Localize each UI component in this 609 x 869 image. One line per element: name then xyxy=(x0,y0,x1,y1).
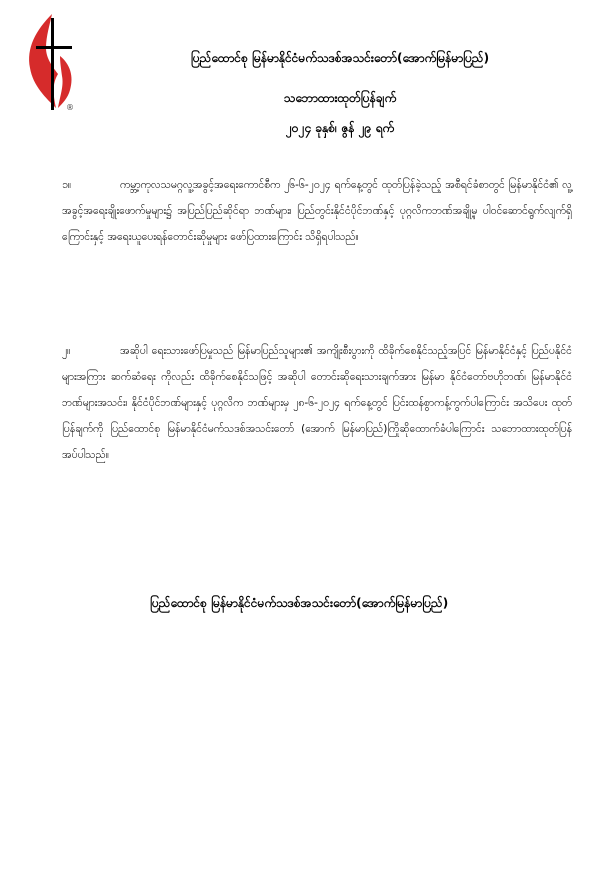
paragraph-number: ၂။ xyxy=(62,345,71,357)
paragraph-1 xyxy=(62,172,572,250)
registered-mark: ® xyxy=(66,103,74,112)
paragraph-2 xyxy=(62,338,572,468)
cross-and-flame-icon xyxy=(22,10,80,114)
paragraph-text: ကမ္ဘာ့ကုလသမဂ္ဂလူ့အခွင့်အရေးကောင်စီက ၂၆-၆-၂၀၂၄ ရက်နေ့တွင် ထုတ်ပြန်ခဲ့သည့် အစီရင်ခံစာတွင် မြန်မာနိုင်ငံ၏ လူ့အခွင့်အရေးချိုးဖောက်မှုများ၌ အပြည်ပြည်ဆိုင်ရာ ဘဏ်များ၊ ပြည်တွင်းနိုင်ငံပိုင်ဘဏ်နှင့် ပုဂ္ဂလိကဘဏ်အချို့မှ ပါဝင်ဆောင်ရွက်လျက်ရှိကြောင်းနှင့် အရေးယူပေးရန်တောင်းဆိုမှုများ ဖော်ပြထားကြောင်း သိရှိရပါသည်။ xyxy=(62,179,572,243)
paragraph-text: အဆိုပါ ရေးသားဖော်ပြမှုသည် မြန်မာပြည်သူများ၏ အကျိုးစီးပွားကို ထိခိုက်စေနိုင်သည့်အပြင် မြန်မာနိုင်ငံနှင့် ပြည်ပနိုင်ငံများအကြား ဆက်ဆံရေး ကိုလည်း ထိခိုက်စေနိုင်သဖြင့် အဆိုပါ တောင်းဆိုရေးသားချက်အား မြန်မာ နိုင်ငံတော်ဗဟိုဘဏ်၊ မြန်မာနိုင်ငံဘဏ်များအသင်း၊ နိုင်ငံပိုင်ဘဏ်များနှင့် ပုဂ္ဂလိက ဘဏ်များမှ ၂၈-၆-၂၀၂၄ ရက်နေ့တွင် ပြင်းထန်စွာကန့်ကွက်ပါကြောင်း အသိပေး ထုတ်ပြန်ချက်ကို ပြည်ထောင်စု မြန်မာနိုင်ငံမက်သဒစ်အသင်းတော် (အောက် မြန်မာပြည်)ကြိုဆိုထောက်ခံပါကြောင်း သဘောထားထုတ်ပြန် အပ်ပါသည်။ xyxy=(62,345,572,461)
signature-line: ပြည်ထောင်စု မြန်မာနိုင်ငံမက်သဒစ်အသင်းတော်(အောက်မြန်မာပြည်) xyxy=(150,596,449,610)
organization-title: ပြည်ထောင်စု မြန်မာနိုင်ငံမက်သဒစ်အသင်းတော်(အောက်မြန်မာပြည်) xyxy=(190,51,490,65)
document-type-title: သဘောထားထုတ်ပြန်ချက် xyxy=(283,91,397,105)
paragraph-number: ၁။ xyxy=(62,179,72,191)
document-date: ၂၀၂၄ ခုနှစ်၊ ဇွန် ၂၉ ရက် xyxy=(285,121,395,135)
